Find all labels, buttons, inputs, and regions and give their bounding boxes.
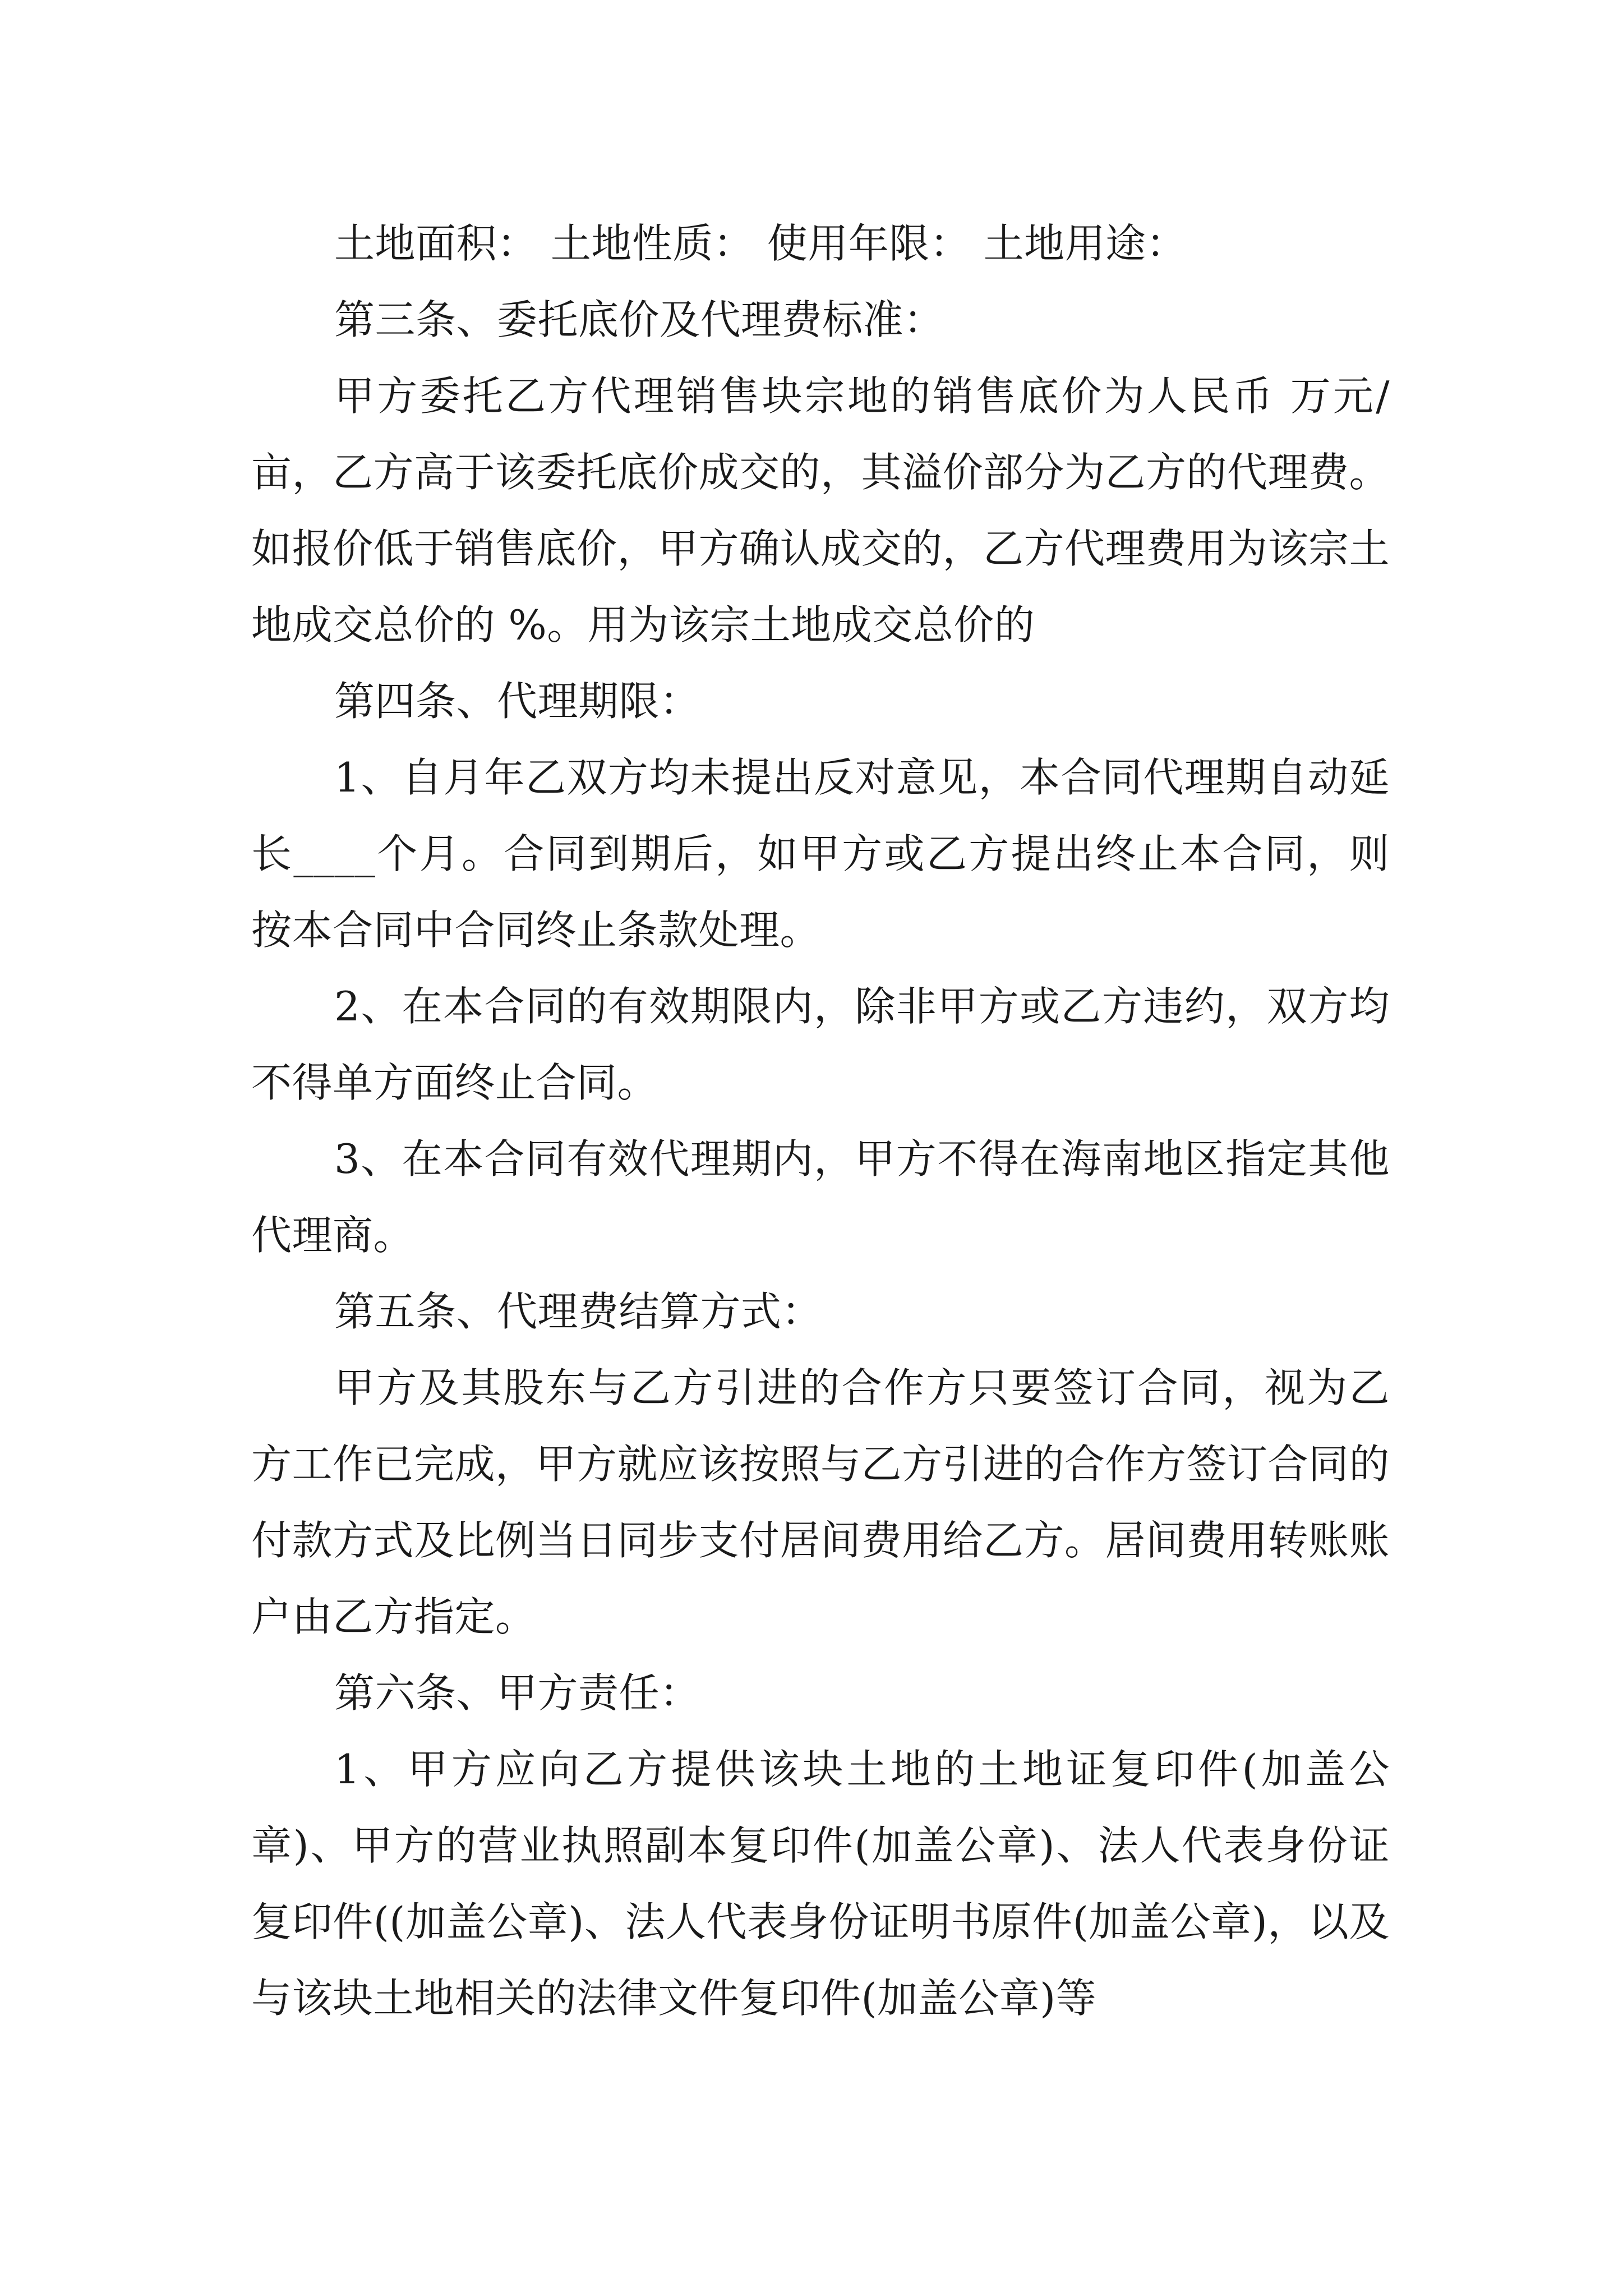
- paragraph-article-3-body: 甲方委托乙方代理销售块宗地的销售底价为人民币 万元/亩，乙方高于该委托底价成交的，其溢价部分为乙方的代理费。如报价低于销售底价，甲方确认成交的，乙方代理费用为该宗土地成交总价的 %。用为该宗土地成交总价的: [251, 372, 1390, 648]
- paragraph-article-4-item-2: 2、在本合同的有效期限内，除非甲方或乙方违约，双方均不得单方面终止合同。: [251, 983, 1390, 1106]
- paragraph-article-4-heading: 第四条、代理期限：: [334, 678, 700, 725]
- paragraph-article-4-item-3: 3、在本合同有效代理期内，甲方不得在海南地区指定其他代理商。: [251, 1135, 1390, 1259]
- paragraph-article-4-item-1: 1、自月年乙双方均未提出反对意见，本合同代理期自动延长____个月。合同到期后，如甲方或乙方提出终止本合同，则按本合同中合同终止条款处理。: [251, 754, 1390, 954]
- contract-body: [251, 205, 1390, 2036]
- paragraph-article-5-body: 甲方及其股东与乙方引进的合作方只要签订合同，视为乙方工作已完成，甲方就应该按照与乙方引进的合作方签订合同的付款方式及比例当日同步支付居间费用给乙方。居间费用转账账户由乙方指定。: [251, 1364, 1390, 1640]
- paragraph-land-info: 土地面积： 土地性质： 使用年限： 土地用途：: [334, 220, 1187, 267]
- paragraph-article-5-heading: 第五条、代理费结算方式：: [334, 1288, 823, 1335]
- paragraph-article-6-heading: 第六条、甲方责任：: [334, 1669, 700, 1717]
- paragraph-article-6-item-1: 1、甲方应向乙方提供该块土地的土地证复印件(加盖公章)、甲方的营业执照副本复印件(加盖公章)、法人代表身份证复印件((加盖公章)、法人代表身份证明书原件(加盖公章)，以及与该块土地相关的法律文件复印件(加盖公章)等: [251, 1746, 1390, 2022]
- paragraph-article-3-heading: 第三条、委托底价及代理费标准：: [334, 296, 944, 343]
